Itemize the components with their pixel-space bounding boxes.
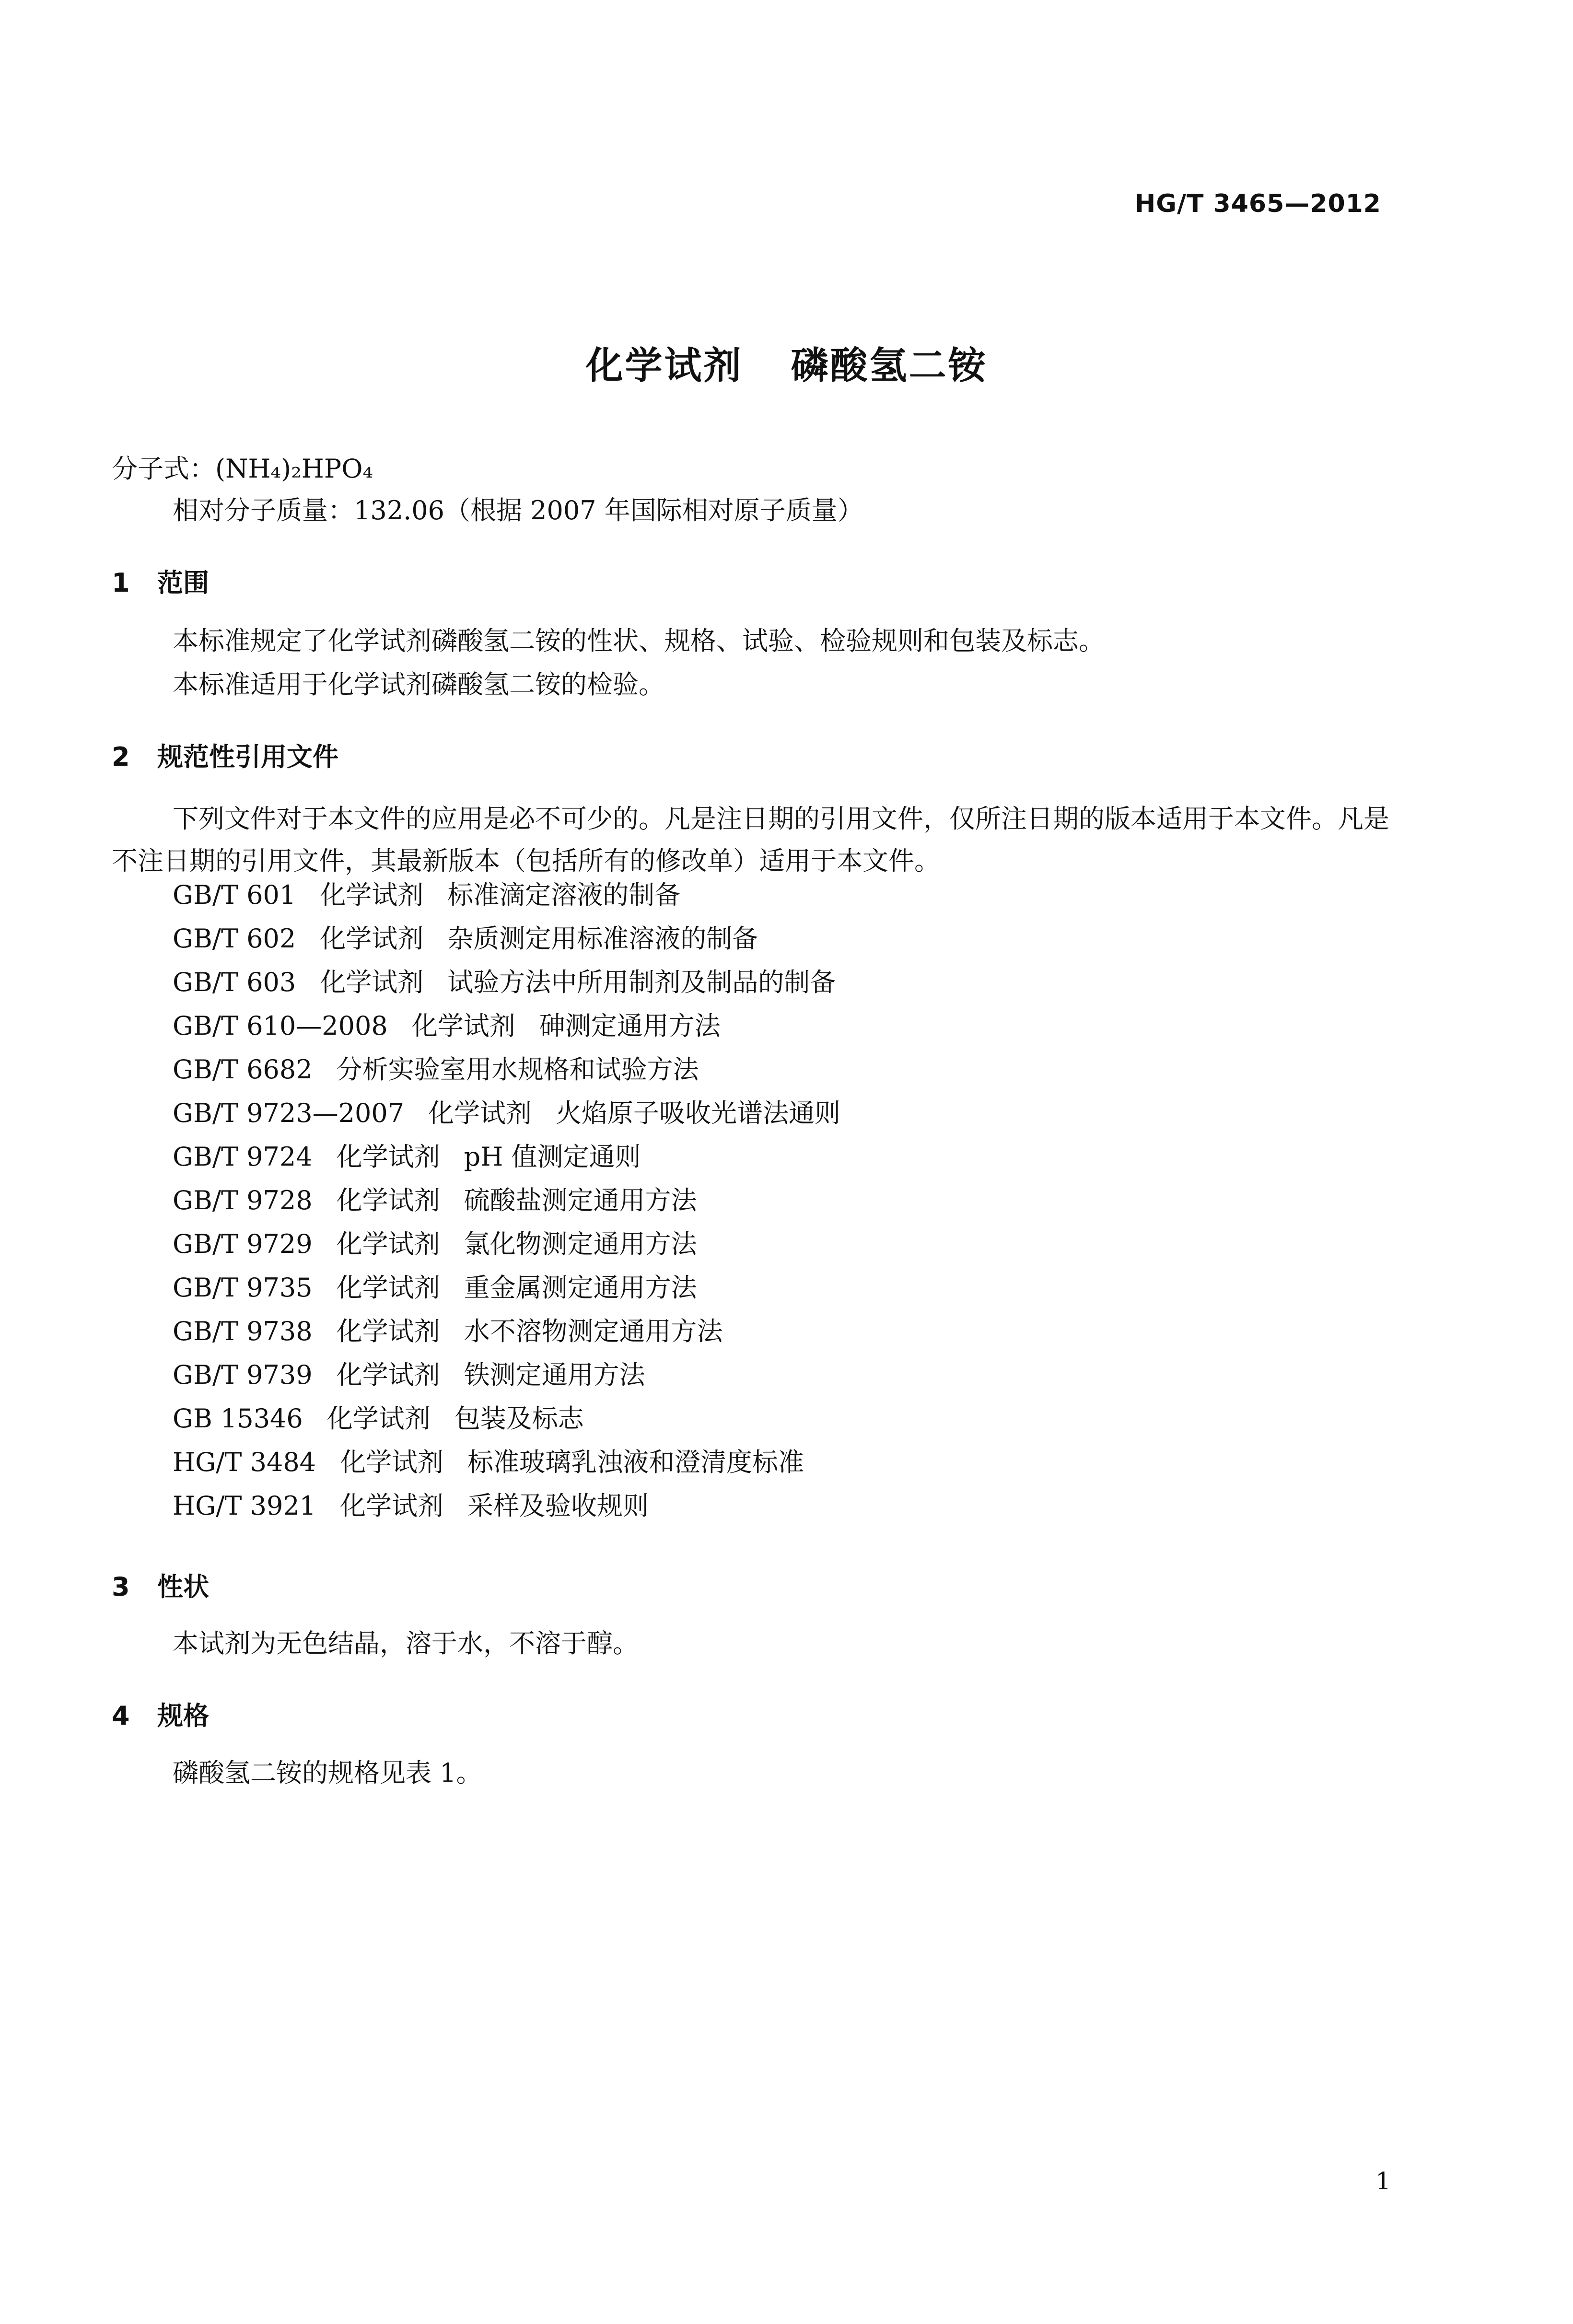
section-1-paragraph: 本标准规定了化学试剂磷酸氢二铵的性状、规格、试验、检验规则和包装及标志。: [173, 626, 1105, 656]
reference-item: [173, 1317, 840, 1361]
reference-list: [173, 881, 840, 1535]
page-number: 1: [1375, 2167, 1391, 2195]
reference-item: [173, 968, 840, 1012]
reference-title: 采样及验收规则: [467, 1491, 649, 1521]
reference-item: [173, 1448, 840, 1492]
reference-item: [173, 1404, 840, 1448]
reference-title: 硫酸盐测定通用方法: [464, 1185, 697, 1215]
reference-title: 火焰原子吸收光谱法通则: [556, 1098, 841, 1128]
section-2-heading: [112, 736, 338, 773]
formula-text: (NH₄)₂HPO₄: [215, 454, 373, 484]
reference-item: [173, 881, 840, 924]
reference-code: GB/T 9723—2007: [173, 1098, 405, 1128]
reference-category: 化学试剂: [320, 923, 424, 954]
reference-category: 化学试剂: [340, 1447, 444, 1477]
reference-item: [173, 1230, 840, 1273]
section-number: 2: [112, 742, 130, 772]
reference-item: [173, 1186, 840, 1230]
reference-title: 水不溶物测定通用方法: [464, 1316, 723, 1346]
section-title: 规范性引用文件: [157, 742, 338, 772]
reference-category: 化学试剂: [320, 880, 424, 910]
reference-title: 重金属测定通用方法: [464, 1273, 697, 1303]
section-title: 性状: [157, 1572, 209, 1602]
reference-category: 化学试剂: [336, 1316, 440, 1346]
reference-title: pH 值测定通则: [464, 1142, 641, 1172]
reference-item: [173, 1012, 840, 1055]
reference-item: [173, 1361, 840, 1404]
reference-category: 分析实验室用水规格和试验方法: [336, 1054, 699, 1085]
reference-category: 化学试剂: [411, 1011, 515, 1041]
reference-title: 试验方法中所用制剂及制品的制备: [447, 967, 836, 997]
reference-code: GB/T 602: [173, 923, 296, 954]
reference-title: 包装及标志: [454, 1403, 584, 1434]
reference-category: 化学试剂: [428, 1098, 532, 1128]
reference-category: 化学试剂: [340, 1491, 444, 1521]
reference-code: GB/T 9724: [173, 1142, 313, 1172]
section-number: 3: [112, 1572, 130, 1602]
reference-code: GB/T 9739: [173, 1360, 313, 1390]
reference-code: GB/T 9729: [173, 1229, 313, 1259]
section-4-heading: [112, 1695, 209, 1732]
reference-title: 杂质测定用标准溶液的制备: [447, 923, 758, 954]
reference-code: GB/T 9728: [173, 1185, 313, 1215]
reference-code: GB/T 601: [173, 880, 296, 910]
reference-item: [173, 1143, 840, 1186]
reference-code: GB/T 603: [173, 967, 296, 997]
section-1-paragraph: 本标准适用于化学试剂磷酸氢二铵的检验。: [173, 669, 664, 700]
reference-item: [173, 1055, 840, 1099]
reference-item: [173, 1273, 840, 1317]
reference-code: HG/T 3921: [173, 1491, 316, 1521]
reference-category: 化学试剂: [336, 1229, 440, 1259]
reference-item: [173, 1492, 840, 1535]
reference-title: 铁测定通用方法: [464, 1360, 645, 1390]
section-1-heading: [112, 562, 209, 599]
document-title: [0, 336, 1573, 389]
reference-item: [173, 924, 840, 968]
reference-category: 化学试剂: [336, 1185, 440, 1215]
section-title: 规格: [157, 1701, 209, 1731]
formula-label: 分子式：: [112, 454, 215, 484]
molar-mass: 相对分子质量：132.06（根据 2007 年国际相对原子质量）: [173, 495, 863, 526]
reference-category: 化学试剂: [336, 1360, 440, 1390]
section-number: 4: [112, 1701, 130, 1731]
section-2-intro: 下列文件对于本文件的应用是必不可少的。凡是注日期的引用文件，仅所注日期的版本适用于本文件。凡是不注日期的引用文件，其最新版本（包括所有的修改单）适用于本文件。: [112, 804, 1389, 876]
title-part-2: 磷酸氢二铵: [791, 344, 988, 387]
standard-code: HG/T 3465—2012: [1134, 189, 1381, 218]
title-part-1: 化学试剂: [585, 344, 743, 387]
reference-category: 化学试剂: [336, 1273, 440, 1303]
formula-line: [112, 455, 373, 483]
reference-code: GB 15346: [173, 1403, 303, 1434]
reference-title: 标准玻璃乳浊液和澄清度标准: [467, 1447, 804, 1477]
section-3-heading: [112, 1566, 209, 1603]
reference-category: 化学试剂: [336, 1142, 440, 1172]
reference-item: [173, 1099, 840, 1143]
reference-title: 砷测定通用方法: [539, 1011, 721, 1041]
section-4-paragraph: 磷酸氢二铵的规格见表 1。: [173, 1758, 482, 1788]
reference-code: GB/T 6682: [173, 1054, 313, 1085]
section-3-paragraph: 本试剂为无色结晶，溶于水，不溶于醇。: [173, 1628, 639, 1658]
section-number: 1: [112, 568, 130, 598]
reference-title: 标准滴定溶液的制备: [447, 880, 681, 910]
reference-category: 化学试剂: [326, 1403, 431, 1434]
reference-code: GB/T 9738: [173, 1316, 313, 1346]
section-title: 范围: [157, 568, 209, 598]
reference-code: GB/T 610—2008: [173, 1011, 388, 1041]
reference-category: 化学试剂: [320, 967, 424, 997]
reference-code: HG/T 3484: [173, 1447, 316, 1477]
reference-title: 氯化物测定通用方法: [464, 1229, 697, 1259]
reference-code: GB/T 9735: [173, 1273, 313, 1303]
